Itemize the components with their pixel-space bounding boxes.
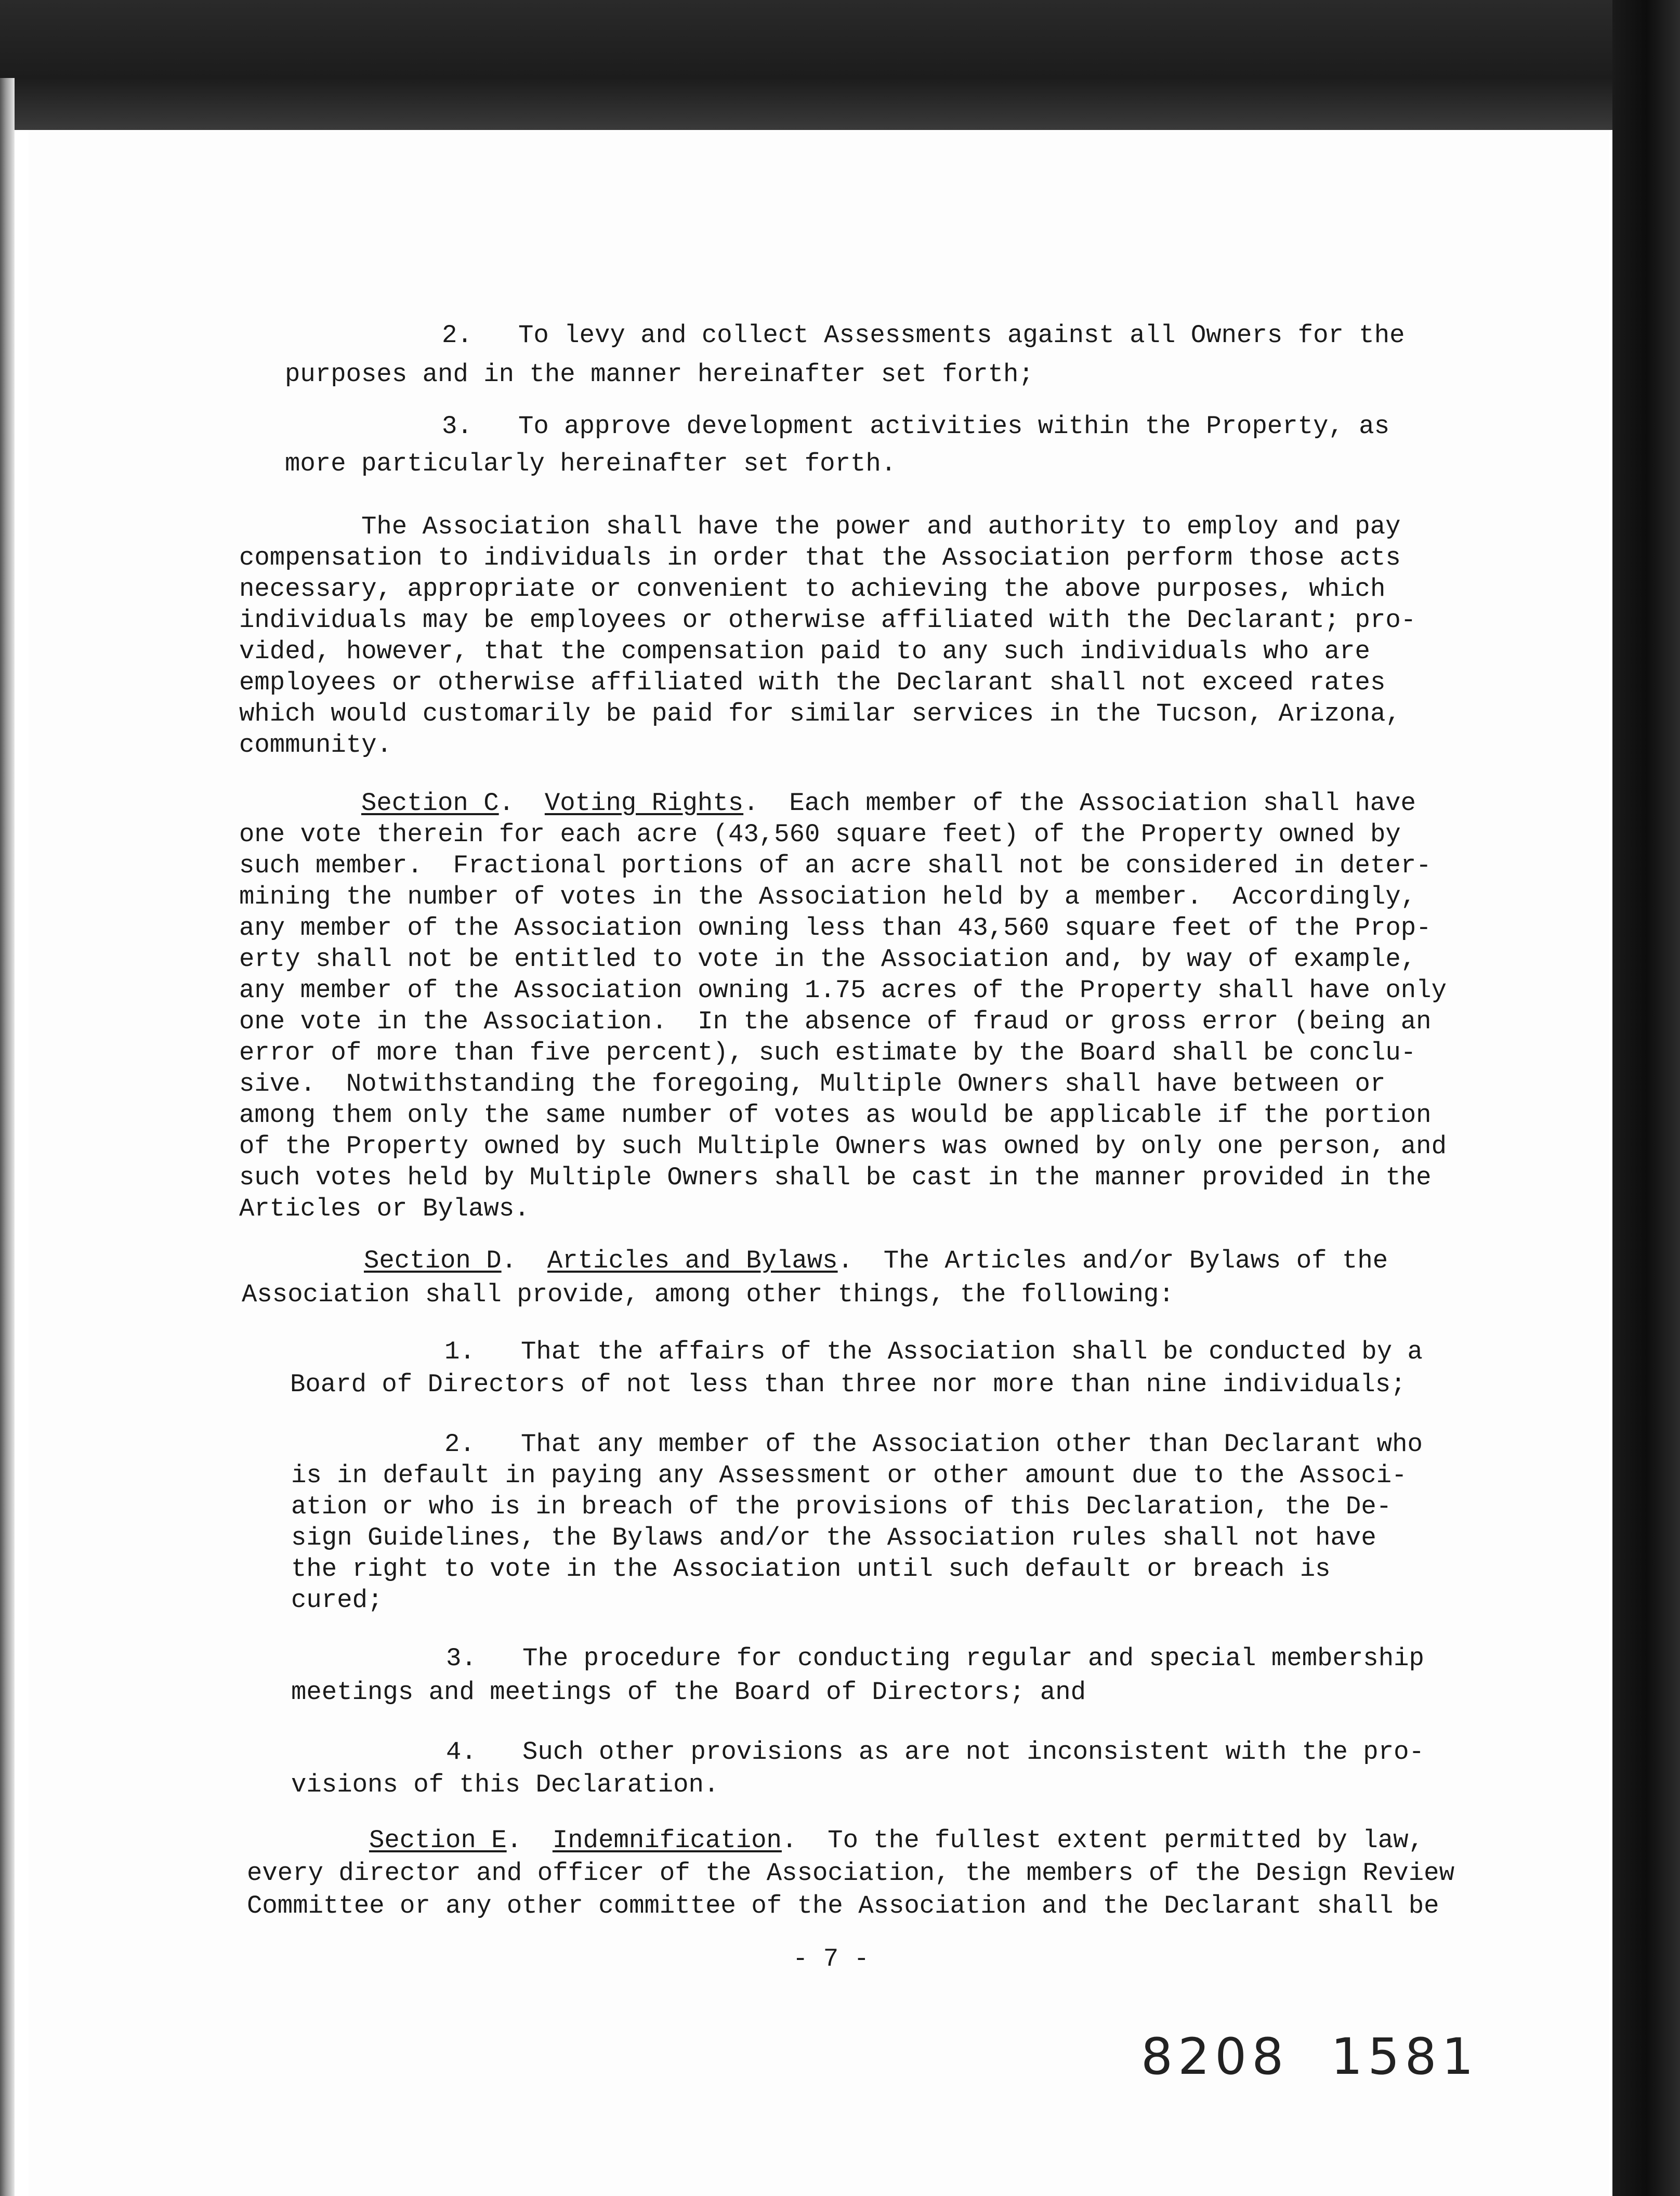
scanner-left-border: [0, 78, 15, 2196]
section-e-line-2: Committee or any other committee of the Association and the Declarant shall be: [247, 1891, 1439, 1920]
scanner-top-border: [0, 0, 1680, 130]
section-d-item-2-line-5: the right to vote in the Association until such default or breach is: [291, 1554, 1331, 1584]
section-d-heading: Articles and Bylaws: [547, 1246, 838, 1275]
section-c-line-5: erty shall not be entitled to vote in the Association and, by way of example,: [239, 945, 1416, 974]
section-c-line-6: any member of the Association owning 1.75 acres of the Property shall have only: [239, 976, 1447, 1005]
power-line-2: compensation to individuals in order that the Association perform those acts: [239, 543, 1401, 572]
power-line-8: community.: [239, 730, 392, 760]
power-line-3: necessary, appropriate or convenient to achieving the above purposes, which: [239, 574, 1386, 604]
section-d-label: Section D: [364, 1246, 502, 1275]
section-d-item-1-line-2: Board of Directors of not less than three nor more than nine individuals;: [290, 1370, 1406, 1399]
power-line-7: which would customarily be paid for similar services in the Tucson, Arizona,: [239, 699, 1401, 728]
section-c-line-10: among them only the same number of votes as would be applicable if the portion: [239, 1101, 1432, 1130]
section-c-line-1: one vote therein for each acre (43,560 square feet) of the Property owned by: [239, 820, 1401, 849]
section-e-label: Section E: [369, 1826, 507, 1855]
section-d-item-4-line-2: visions of this Declaration.: [291, 1770, 719, 1799]
section-e-rest: . To the fullest extent permitted by law,: [781, 1826, 1424, 1855]
section-e-period: .: [506, 1826, 553, 1855]
section-c-first-line: [361, 788, 1416, 819]
section-c-line-7: one vote in the Association. In the absence of fraud or gross error (being an: [239, 1007, 1432, 1036]
item-3-line-2: more particularly hereinafter set forth.: [285, 449, 897, 478]
section-d-first-line: [364, 1245, 1388, 1276]
item-2-line-1: 2. To levy and collect Assessments against all Owners for the: [442, 321, 1405, 350]
section-c-label: Section C: [361, 789, 499, 818]
item-3-line-1: 3. To approve development activities within the Property, as: [442, 412, 1390, 441]
section-c-line-12: such votes held by Multiple Owners shall be cast in the manner provided in the: [239, 1163, 1432, 1192]
item-2-line-2: purposes and in the manner hereinafter set forth;: [285, 360, 1034, 389]
power-line-5: vided, however, that the compensation paid to any such individuals who are: [239, 637, 1370, 666]
section-c-heading: Voting Rights: [544, 789, 744, 818]
section-c-line-11: of the Property owned by such Multiple Owners was owned by only one person, and: [239, 1132, 1447, 1161]
section-c-rest: . Each member of the Association shall have: [743, 789, 1416, 818]
section-d-item-4-line-1: 4. Such other provisions as are not inconsistent with the pro-: [446, 1737, 1424, 1767]
section-d-rest: . The Articles and/or Bylaws of the: [837, 1246, 1388, 1275]
section-d-item-2-line-4: sign Guidelines, the Bylaws and/or the Association rules shall not have: [291, 1523, 1376, 1552]
power-line-6: employees or otherwise affiliated with the Declarant shall not exceed rates: [239, 668, 1386, 697]
section-d-item-2-line-6: cured;: [291, 1586, 383, 1615]
section-d-item-2-line-2: is in default in paying any Assessment or other amount due to the Associ-: [291, 1461, 1407, 1490]
section-c-line-9: sive. Notwithstanding the foregoing, Multiple Owners shall have between or: [239, 1069, 1386, 1099]
section-d-period: .: [501, 1246, 547, 1275]
section-e-heading: Indemnification: [552, 1826, 782, 1855]
power-line-4: individuals may be employees or otherwise affiliated with the Declarant; pro-: [239, 606, 1416, 635]
section-c-period: .: [498, 789, 545, 818]
section-c-line-2: such member. Fractional portions of an acre shall not be considered in deter-: [239, 851, 1432, 880]
section-c-line-3: mining the number of votes in the Association held by a member. Accordingly,: [239, 882, 1416, 911]
section-e-line-1: every director and officer of the Association, the members of the Design Review: [247, 1859, 1454, 1888]
recording-number: 8208 1581: [1141, 2028, 1479, 2086]
scanner-right-border: [1612, 0, 1680, 2196]
section-c-line-8: error of more than five percent), such estimate by the Board shall be conclu-: [239, 1038, 1416, 1067]
section-c-line-13: Articles or Bylaws.: [239, 1194, 530, 1223]
power-line-1: The Association shall have the power and authority to employ and pay: [361, 512, 1401, 541]
section-e-first-line: [369, 1825, 1424, 1856]
section-d-item-3-line-2: meetings and meetings of the Board of Directors; and: [291, 1678, 1086, 1707]
section-d-item-2-line-3: ation or who is in breach of the provisions of this Declaration, the De-: [291, 1492, 1392, 1521]
section-d-item-1-line-1: 1. That the affairs of the Association shall be conducted by a: [444, 1337, 1423, 1366]
page-number: - 7 -: [793, 1944, 870, 1973]
section-d-item-2-line-1: 2. That any member of the Association other than Declarant who: [444, 1430, 1423, 1459]
section-d-item-3-line-1: 3. The procedure for conducting regular and special membership: [446, 1644, 1424, 1673]
section-c-line-4: any member of the Association owning less than 43,560 square feet of the Prop-: [239, 913, 1432, 943]
section-d-line-1: Association shall provide, among other things, the following:: [242, 1280, 1174, 1309]
